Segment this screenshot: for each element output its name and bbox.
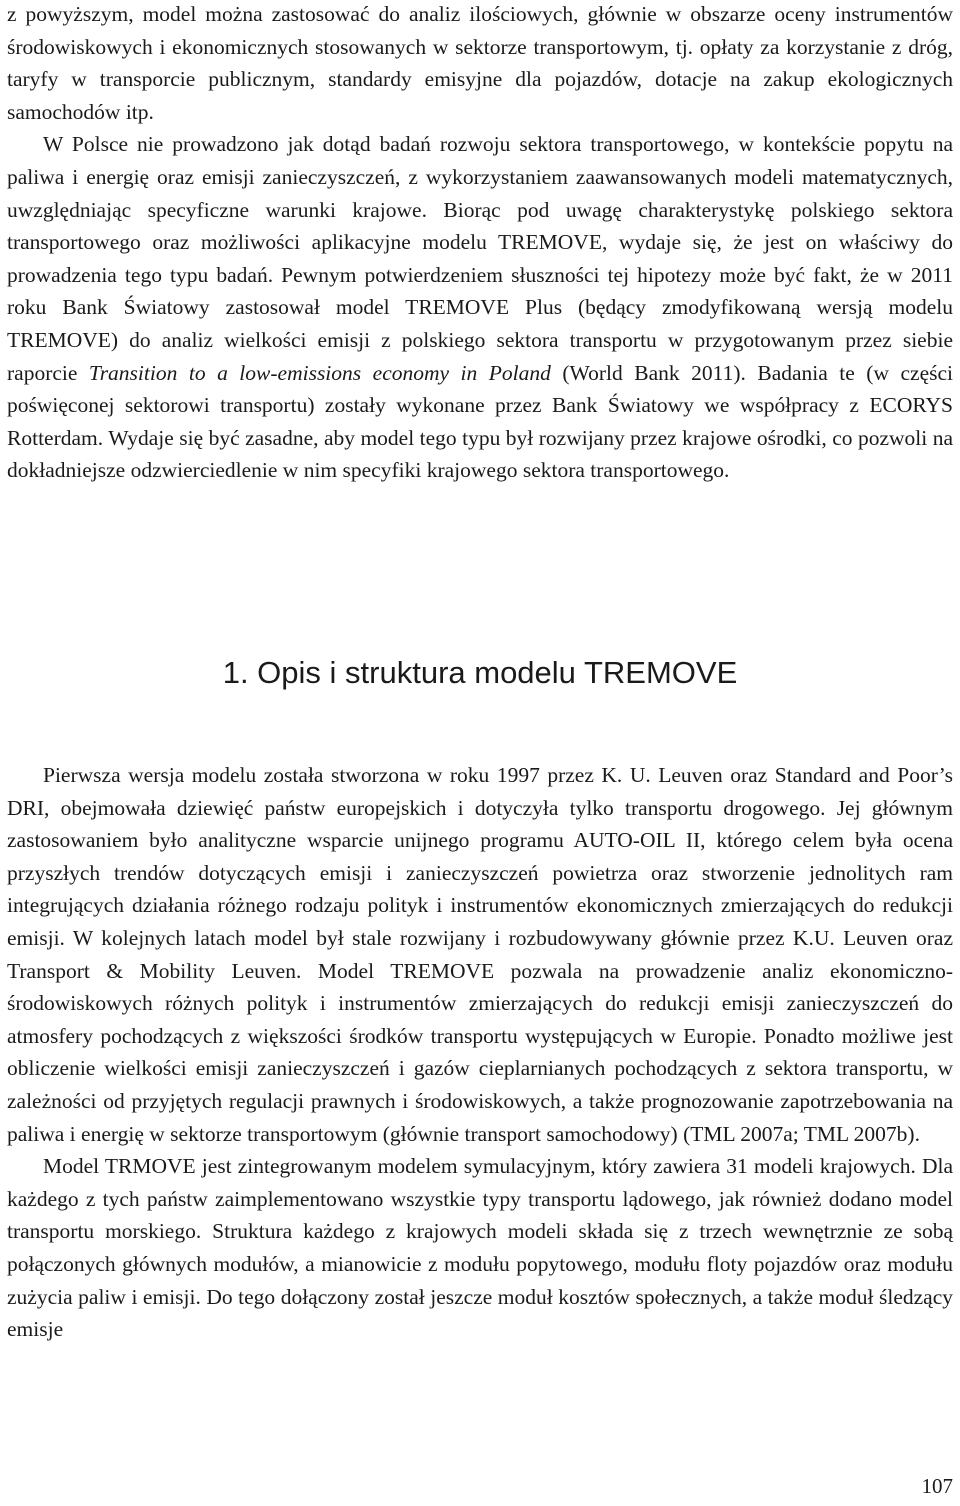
paragraph-poland-research — [7, 128, 953, 487]
paragraph-text-part: (World Bank 2011). Badania te (w części poświęconej sektorowi transportu) zostały wykonane przez Bank Światowy we współpracy z ECORYS Rotterdam. Wydaje się być zasadne, aby model tego typu był rozwijany przez krajowe ośrodki, co pozwoli na dokładniejsze odzwierciedlenie w nim specyfiki krajowego sektora transportowego. — [7, 360, 954, 483]
section-heading: 1. Opis i struktura modelu TREMOVE — [222, 655, 738, 690]
paragraph-text-part: W Polsce nie prowadzono jak dotąd badań rozwoju sektora transportowego, w kontekście popytu na paliwa i energię oraz emisji zanieczyszczeń, z wykorzystaniem zaawansowanych modeli matematycznych, uwzględniając specyficzne warunki krajowe. Biorąc pod uwagę charakterystykę polskiego sektora transportowego oraz możliwości aplikacyjne modelu TREMOVE, wydaje się, że jest on właściwy do prowadzenia tego typu badań. Pewnym potwierdzeniem słuszności tej hipotezy może być fakt, że w 2011 roku Bank Światowy zastosował model TREMOVE Plus (będący zmodyfikowaną wersją modelu TREMOVE) do analiz wielkości emisji z polskiego sektora transportu w przygotowanym przez siebie raporcie — [7, 132, 953, 385]
paragraph-continued: z powyższym, model można zastosować do analiz ilościowych, głównie w obszarze oceny instrumentów środowiskowych i ekonomicznych stosowanych w sektorze transportowym, tj. opłaty za korzystanie z dróg, taryfy w transporcie publicznym, standardy emisyjne dla pojazdów, dotacje na zakup ekologicznych samochodów itp. — [7, 2, 953, 124]
paragraph-model-history: Pierwsza wersja modelu została stworzona w roku 1997 przez K. U. Leuven oraz Standard and Poor’s DRI, obejmowała dziewięć państw europejskich i dotyczyła tylko transportu drogowego. Jej głównym zastosowaniem było analityczne wsparcie unijnego programu AUTO-OIL II, którego celem była ocena przyszłych trendów dotyczących emisji i zanieczyszczeń powietrza oraz stworzenie jednolitych ram integrujących działania różnego rodzaju polityk i instrumentów ekonomicznych zmierzających do redukcji emisji. W kolejnych latach model był stale rozwijany i rozbudowywany głównie przez K.U. Leuven oraz Transport & Mobility Leuven. Model TREMOVE pozwala na prowadzenie analiz ekonomiczno-środowiskowych różnych polityk i instrumentów zmierzających do redukcji emisji zanieczyszczeń do atmosfery pochodzących z większości środków transportu występujących w Europie. Ponadto możliwe jest obliczenie wielkości emisji zanieczyszczeń i gazów cieplarnianych pochodzących z sektora transportu, w zależności od przyjętych regulacji prawnych i środowiskowych, a także prognozowanie zapotrzebowania na paliwa i energię w sektorze transportowym (głównie transport samochodowy) (TML 2007a; TML 2007b). — [7, 763, 953, 1146]
page-number: 107 — [921, 1474, 953, 1498]
paragraph-model-structure: Model TRMOVE jest zintegrowanym modelem symulacyjnym, który zawiera 31 modeli krajowych. Dla każdego z tych państw zaimplementowano wszystkie typy transportu lądowego, jak również dodano model transportu morskiego. Struktura każdego z krajowych modeli składa się z trzech wewnętrznie ze sobą połączonych głównych modułów, a mianowicie z modułu popytowego, modułu floty pojazdów oraz modułu zużycia paliw i emisji. Do tego dołączony został jeszcze moduł kosztów społecznych, a także moduł śledzący emisje — [7, 1154, 953, 1342]
intro-text-block — [7, 0, 953, 487]
section-body — [7, 759, 953, 1346]
report-title: Transition to a low-emissions economy in Poland — [88, 360, 551, 385]
